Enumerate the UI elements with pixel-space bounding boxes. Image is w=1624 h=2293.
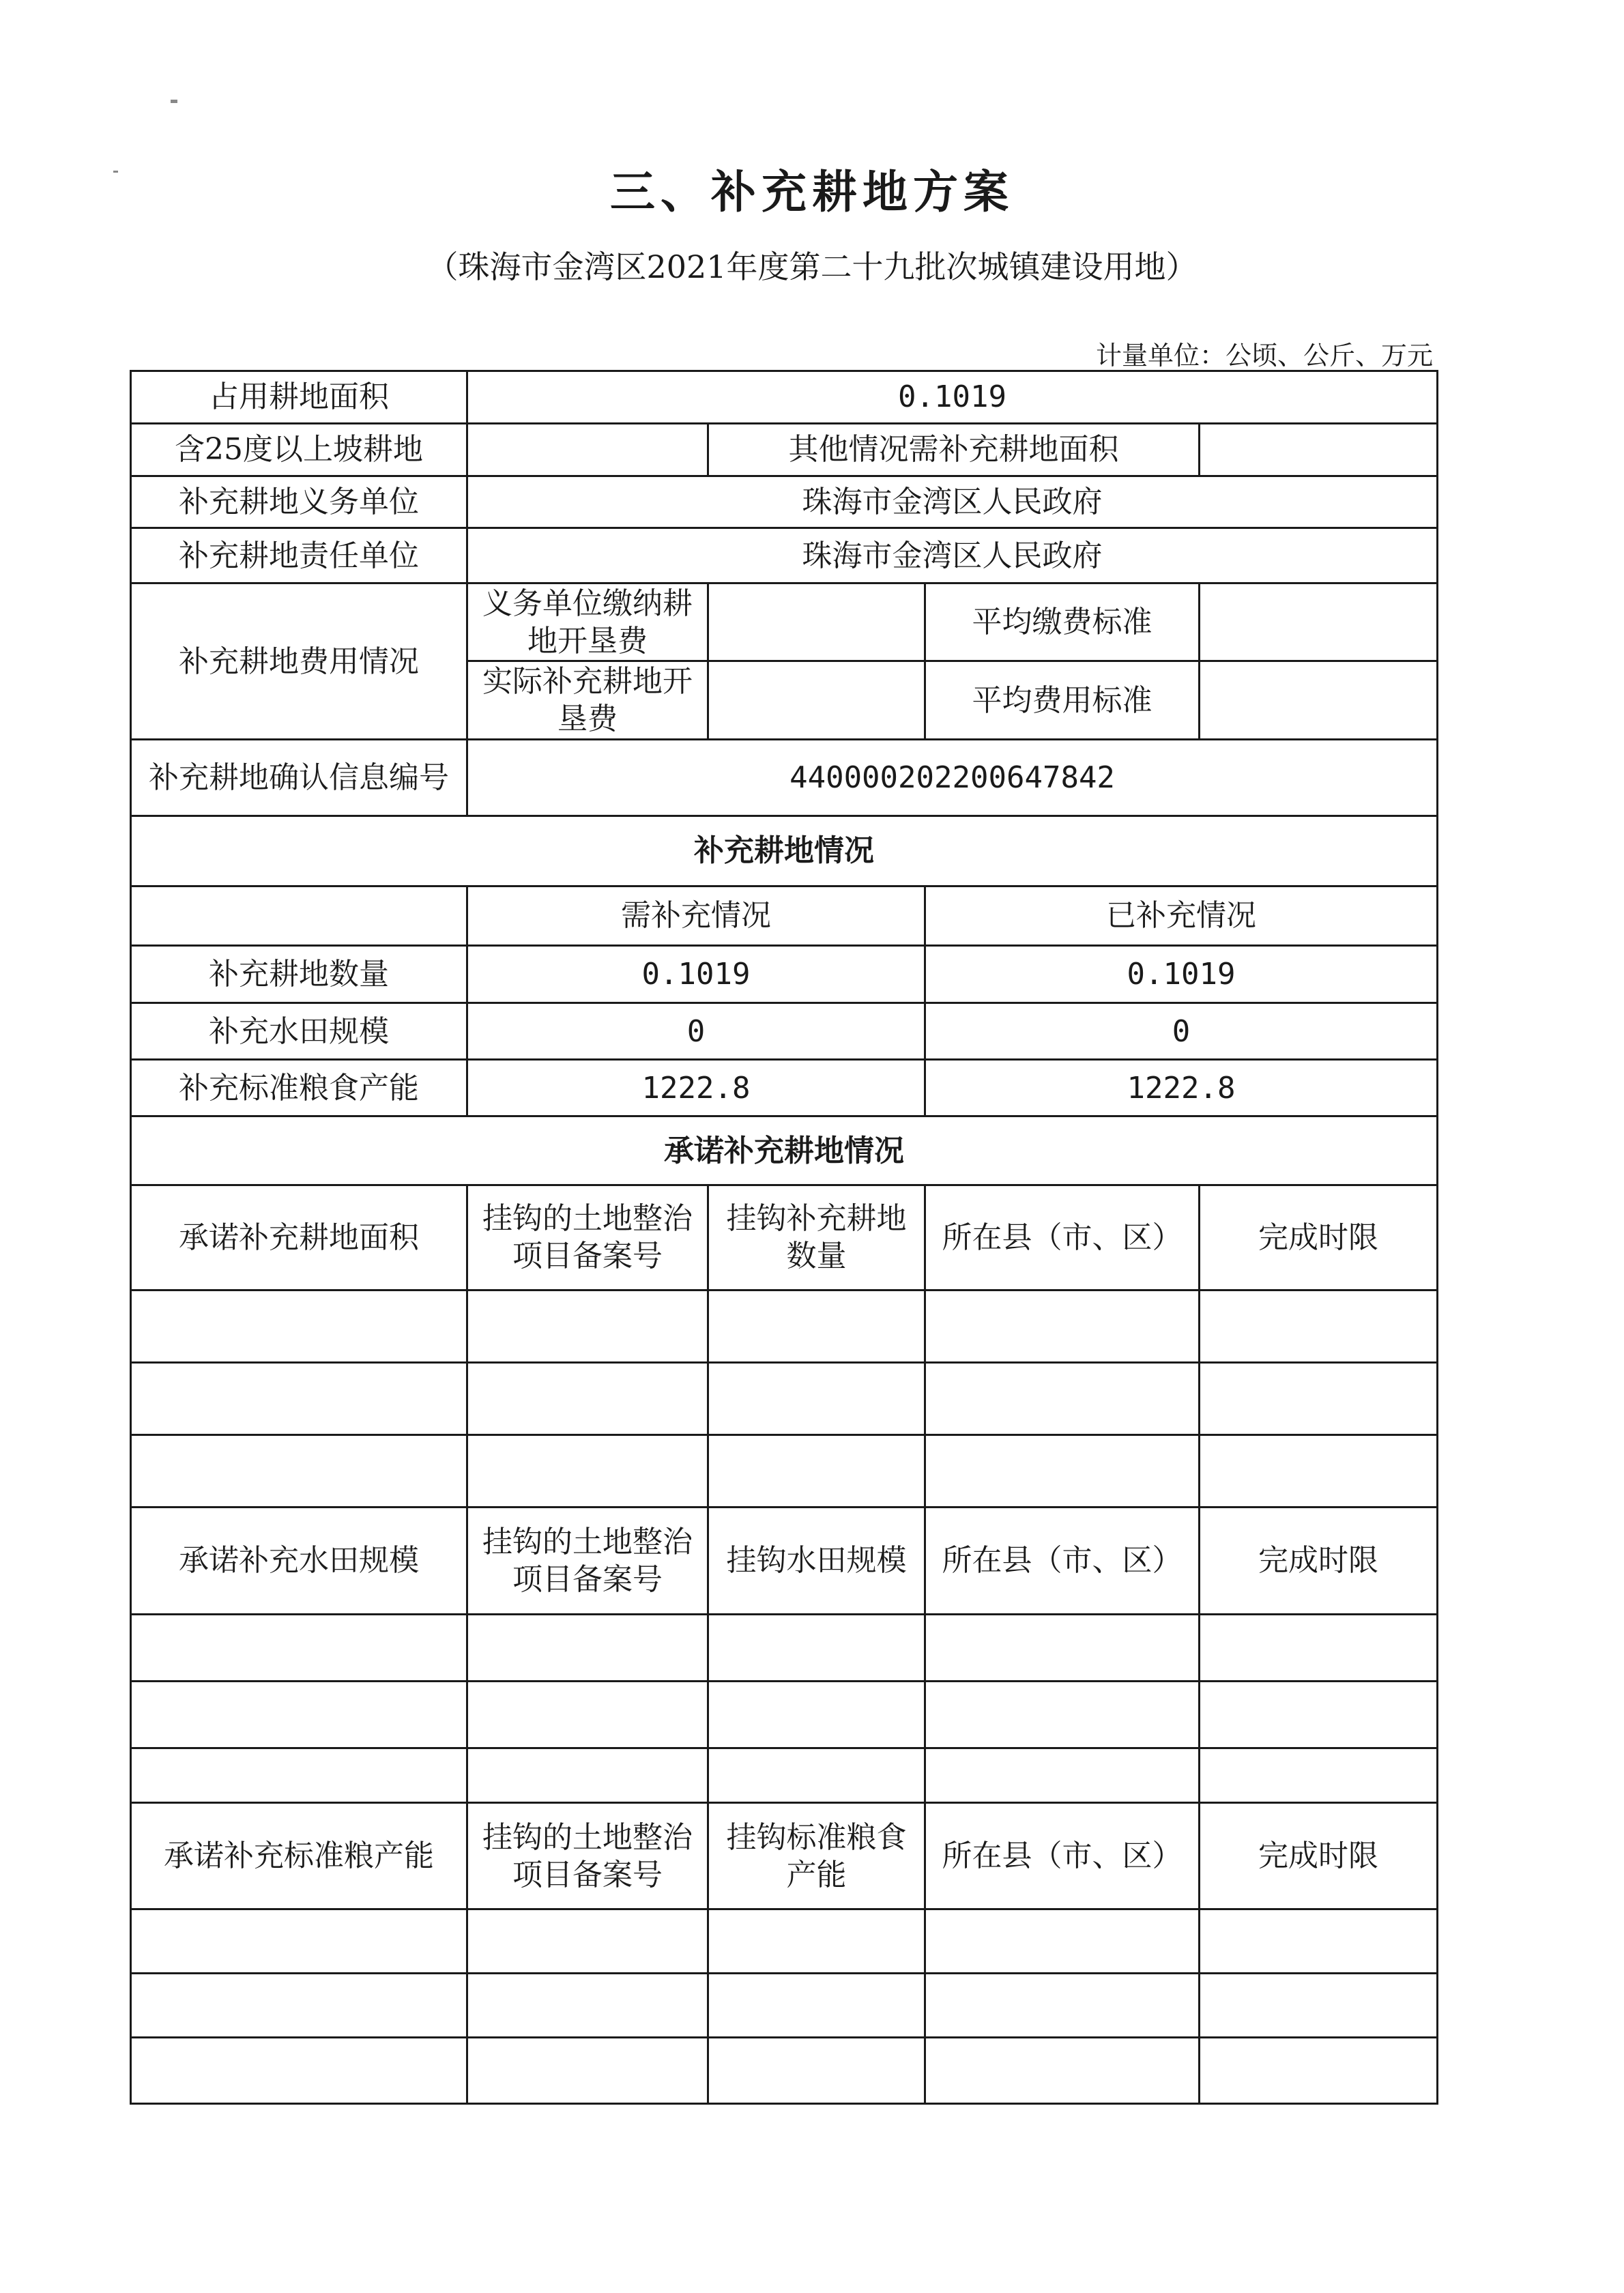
promise-paddy-header: 所在县（市、区） xyxy=(925,1507,1200,1614)
promise-grain-header: 挂钩的土地整治项目备案号 xyxy=(467,1803,708,1909)
promise-grain-header: 完成时限 xyxy=(1200,1803,1438,1909)
occupied-area-label: 占用耕地面积 xyxy=(131,371,467,424)
supplement-item-label: 补充标准粮食产能 xyxy=(131,1060,467,1116)
row-responsible-unit xyxy=(131,528,1438,583)
supplement-plan-table xyxy=(130,370,1438,2105)
promise-area-header: 完成时限 xyxy=(1200,1185,1438,1290)
supplement-item-done: 1222.8 xyxy=(925,1060,1438,1116)
table-row xyxy=(131,1060,1438,1116)
avg-cost-label: 平均费用标准 xyxy=(925,661,1200,740)
fees-actual-label: 实际补充耕地开垦费 xyxy=(467,661,708,740)
promise-area-header: 挂钩的土地整治项目备案号 xyxy=(467,1185,708,1290)
supplement-item-done: 0.1019 xyxy=(925,945,1438,1003)
other-area-label: 其他情况需补充耕地面积 xyxy=(708,423,1200,476)
page-subtitle: （珠海市金湾区2021年度第二十九批次城镇建设用地） xyxy=(426,248,1198,285)
promise-paddy-header: 挂钩的土地整治项目备案号 xyxy=(467,1507,708,1614)
table-row xyxy=(131,1003,1438,1060)
col-needed: 需补充情况 xyxy=(467,886,925,945)
avg-cost-value xyxy=(1200,661,1438,740)
promise-paddy-header: 承诺补充水田规模 xyxy=(131,1507,467,1614)
promise-paddy-header: 挂钩水田规模 xyxy=(708,1507,925,1614)
fees-paid-label: 义务单位缴纳耕地开垦费 xyxy=(467,583,708,661)
row-supplement-columns xyxy=(131,886,1438,945)
supplement-heading: 补充耕地情况 xyxy=(131,816,1438,886)
confirm-no-value: 440000202200647842 xyxy=(467,740,1438,816)
table-row xyxy=(131,1748,1438,1803)
supplement-item-needed: 1222.8 xyxy=(467,1060,925,1116)
row-confirm-no xyxy=(131,740,1438,816)
supplement-item-needed: 0 xyxy=(467,1003,925,1060)
supplement-item-needed: 0.1019 xyxy=(467,945,925,1003)
table-row xyxy=(131,1290,1438,1362)
table-row xyxy=(131,945,1438,1003)
fees-paid-value xyxy=(708,583,925,661)
supplement-item-label: 补充耕地数量 xyxy=(131,945,467,1003)
col-done: 已补充情况 xyxy=(925,886,1438,945)
slope25-label: 含25度以上坡耕地 xyxy=(131,423,467,476)
promise-area-header-row xyxy=(131,1185,1438,1290)
avg-paid-value xyxy=(1200,583,1438,661)
table-row xyxy=(131,1681,1438,1748)
responsible-unit-value: 珠海市金湾区人民政府 xyxy=(467,528,1438,583)
scan-speck xyxy=(171,100,177,103)
table-row xyxy=(131,1614,1438,1681)
promise-grain-header: 承诺补充标准粮产能 xyxy=(131,1803,467,1909)
supplement-item-label: 补充水田规模 xyxy=(131,1003,467,1060)
slope25-value xyxy=(467,423,708,476)
promise-grain-header-row xyxy=(131,1803,1438,1909)
promise-grain-header: 所在县（市、区） xyxy=(925,1803,1200,1909)
supplement-item-done: 0 xyxy=(925,1003,1438,1060)
row-obligation-unit xyxy=(131,476,1438,528)
avg-paid-label: 平均缴费标准 xyxy=(925,583,1200,661)
other-area-value xyxy=(1200,423,1438,476)
row-fees-paid xyxy=(131,583,1438,661)
confirm-no-label: 补充耕地确认信息编号 xyxy=(131,740,467,816)
obligation-unit-label: 补充耕地义务单位 xyxy=(131,476,467,528)
promise-area-header: 所在县（市、区） xyxy=(925,1185,1200,1290)
table-row xyxy=(131,1973,1438,2037)
occupied-area-value: 0.1019 xyxy=(467,371,1438,424)
table-row xyxy=(131,1362,1438,1434)
promise-grain-header: 挂钩标准粮食产能 xyxy=(708,1803,925,1909)
row-occupied-area xyxy=(131,371,1438,424)
fees-label: 补充耕地费用情况 xyxy=(131,583,467,740)
table-row xyxy=(131,1909,1438,1973)
fees-actual-value xyxy=(708,661,925,740)
promise-area-header: 挂钩补充耕地数量 xyxy=(708,1185,925,1290)
promise-paddy-header: 完成时限 xyxy=(1200,1507,1438,1614)
responsible-unit-label: 补充耕地责任单位 xyxy=(131,528,467,583)
table-row xyxy=(131,2037,1438,2103)
promise-paddy-header-row xyxy=(131,1507,1438,1614)
table-row xyxy=(131,1434,1438,1507)
unit-note: 计量单位：公顷、公斤、万元 xyxy=(1095,341,1433,371)
row-promise-heading xyxy=(131,1116,1438,1185)
page-title: 三、补充耕地方案 xyxy=(610,166,1014,218)
supplement-corner xyxy=(131,886,467,945)
promise-heading: 承诺补充耕地情况 xyxy=(131,1116,1438,1185)
promise-area-header: 承诺补充耕地面积 xyxy=(131,1185,467,1290)
obligation-unit-value: 珠海市金湾区人民政府 xyxy=(467,476,1438,528)
row-supplement-heading xyxy=(131,816,1438,886)
row-slope25 xyxy=(131,423,1438,476)
